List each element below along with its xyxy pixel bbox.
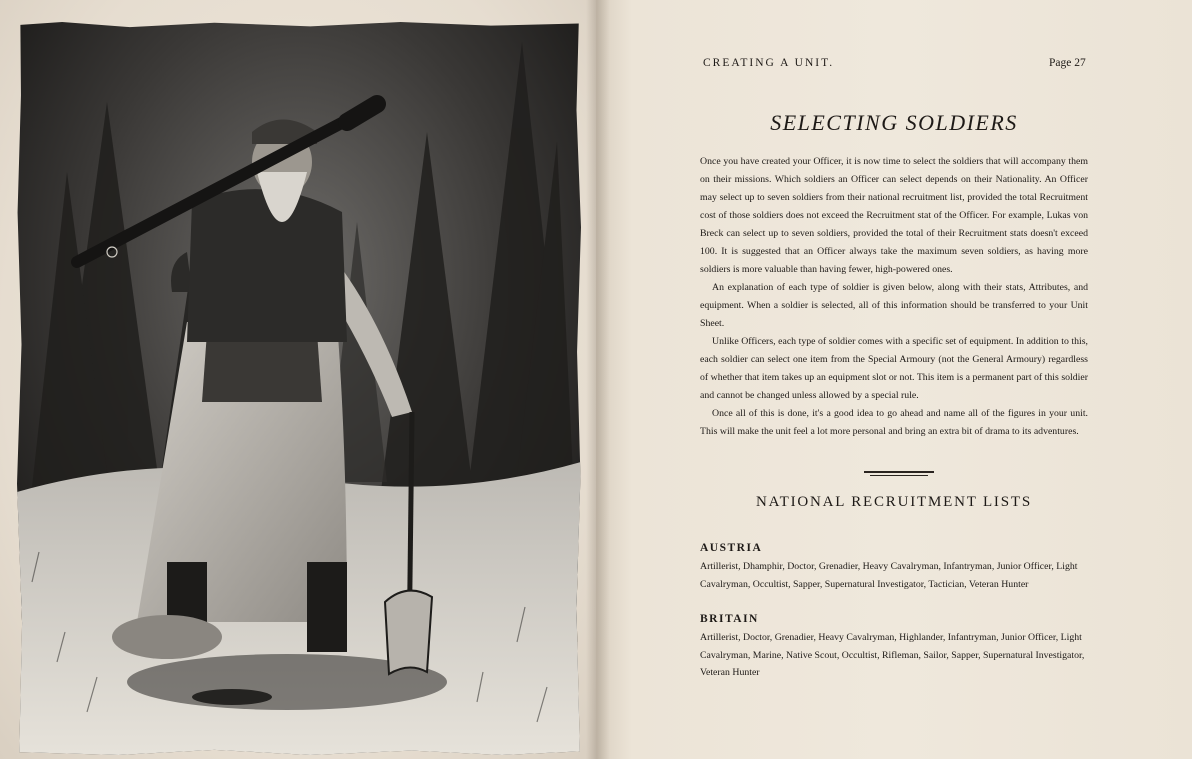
body-text <box>700 153 1088 441</box>
paragraph: An explanation of each type of soldier is given below, along with their stats, Attributes, and equipment. When a soldier is selected, all of this information should be transferred to your Unit Sheet. <box>700 282 1088 329</box>
paragraph: Once you have created your Officer, it is now time to select the soldiers that will accompany them on their missions. Which soldiers an Officer can select depends on their Nationality. An Officer may select up to seven soldiers from their national recruitment list, provided the total Recruitment cost of those soldiers does not exceed the Recruitment stat of the Officer. For example, Lukas von Breck can select up to seven soldiers, provided the total of their Recruitment stats doesn't exceed 100. It is suggested that an Officer always take the maximum seven soldiers, as having more soldiers is more valuable than having fewer, high-powered ones. <box>700 156 1088 275</box>
paragraph: Once all of this is done, it's a good idea to go ahead and name all of the figures in your unit. This will make the unit feel a lot more personal and bring an extra bit of drama to its adventures. <box>700 408 1088 437</box>
nation-soldier-list: Artillerist, Doctor, Grenadier, Heavy Cavalryman, Highlander, Infantryman, Junior Officer, Light Cavalryman, Marine, Native Scout, Occultist, Rifleman, Sailor, Sapper, Supernatural Investigator, Veteran Hunter <box>700 632 1085 678</box>
nation-entry-britain <box>700 613 1092 682</box>
nation-name: BRITAIN <box>700 613 759 625</box>
ornamental-divider <box>864 470 934 478</box>
book-gutter <box>586 0 610 759</box>
recruitment-lists-heading: NATIONAL RECRUITMENT LISTS <box>756 494 1032 510</box>
nation-soldier-list: Artillerist, Dhamphir, Doctor, Grenadier, Heavy Cavalryman, Infantryman, Junior Officer, Light Cavalryman, Occultist, Sapper, Supernatural Investigator, Tactician, Veteran Hunter <box>700 561 1078 590</box>
running-head: CREATING A UNIT. <box>703 57 835 69</box>
section-title: SELECTING SOLDIERS <box>770 110 1018 135</box>
nation-entry-austria <box>700 542 1092 593</box>
nation-name: AUSTRIA <box>700 542 763 554</box>
page-number: Page 27 <box>1049 57 1086 69</box>
illustration-bearded-hunter <box>17 22 581 755</box>
paragraph: Unlike Officers, each type of soldier comes with a specific set of equipment. In addition to this, each soldier can select one item from the Special Armoury (not the General Armoury) regardless of whether that item takes up an equipment slot or not. This item is a permanent part of this soldier and cannot be changed unless allowed by a special rule. <box>700 336 1088 401</box>
